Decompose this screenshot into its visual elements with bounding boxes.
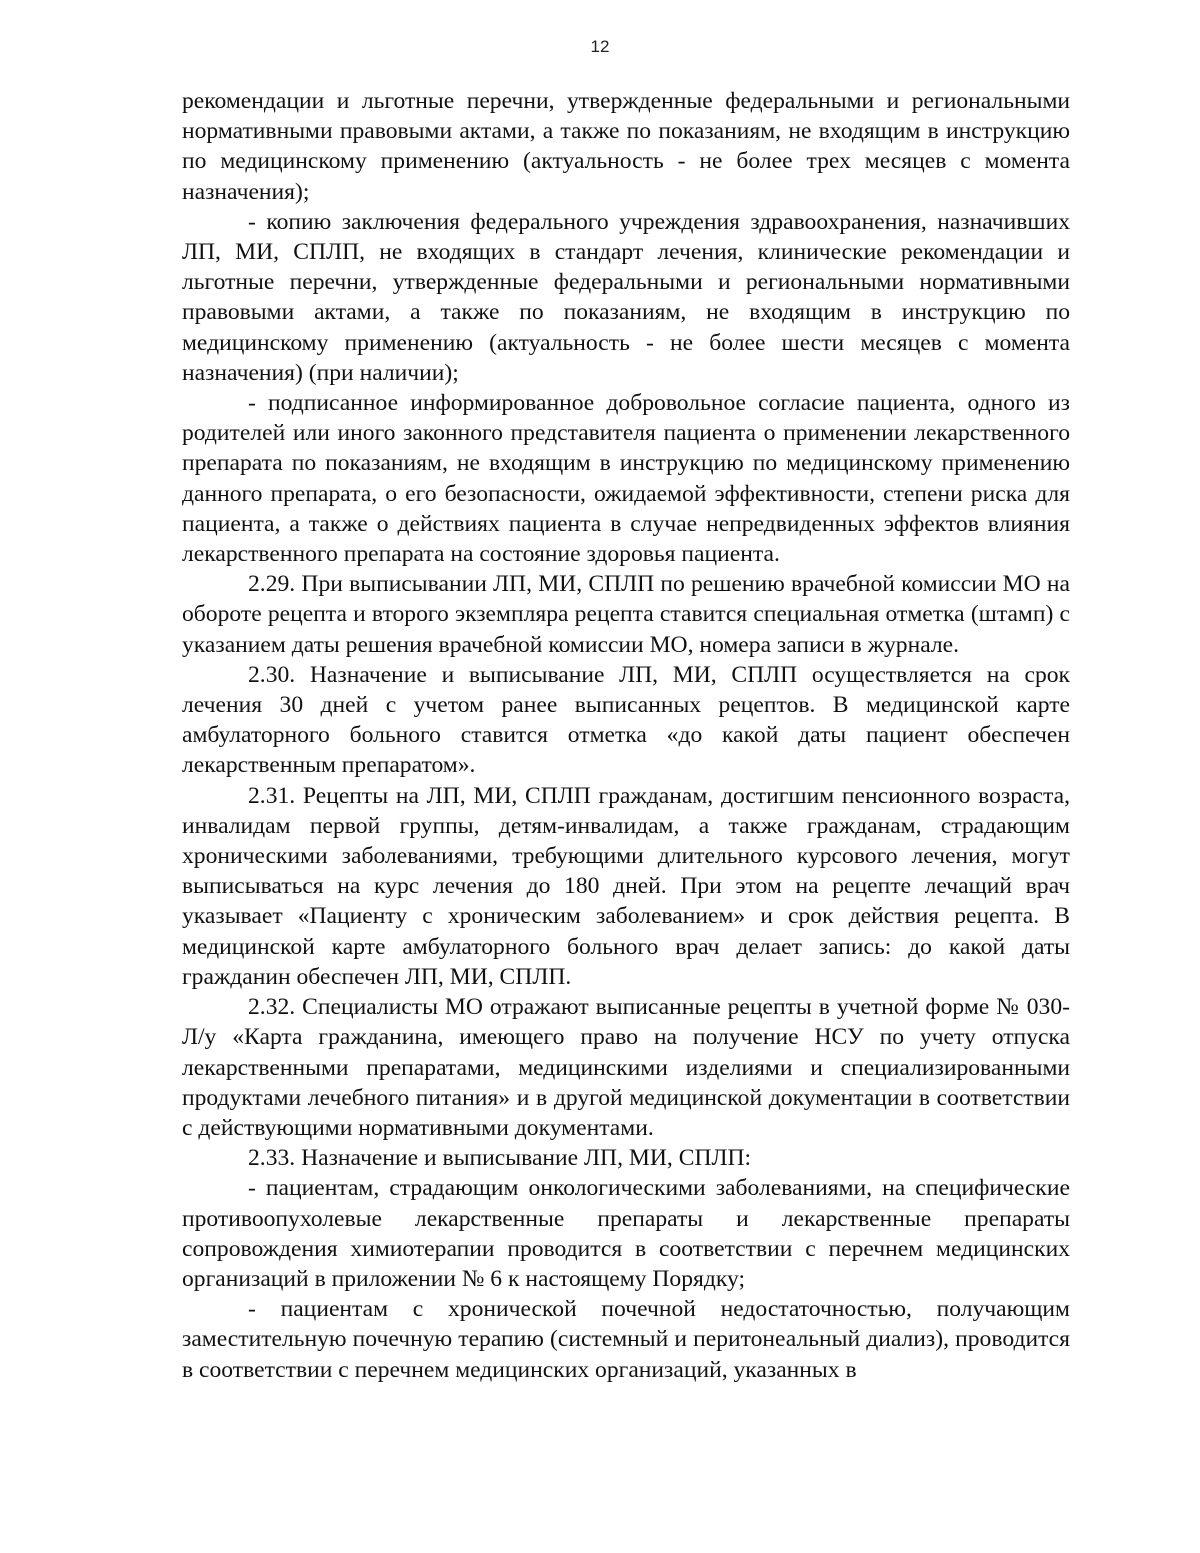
list-item-renal-failure: - пациентам с хронической почечной недостаточностью, получающим заместительную почечную терапию (системный и перитонеальный диализ), проводится в соответствии с перечнем медицинских организаций, указанных в (182, 1296, 1070, 1383)
paragraph-2-33: 2.33. Назначение и выписывание ЛП, МИ, СПЛП: (248, 1145, 752, 1172)
page-number: 12 (590, 37, 610, 56)
paragraph-2-29: 2.29. При выписывании ЛП, МИ, СПЛП по решению врачебной комиссии МО на обороте рецепта и второго экземпляра рецепта ставится специальная отметка (штамп) с указанием даты решения врачебной комиссии МО, номера записи в журнале. (182, 571, 1070, 658)
paragraph-continuation: рекомендации и льготные перечни, утвержденные федеральными и региональными нормативными правовыми актами, а также по показаниям, не входящим в инструкцию по медицинскому применению (актуальность - не более трех месяцев с момента назначения); (182, 88, 1070, 205)
list-item-oncology: - пациентам, страдающим онкологическими заболеваниями, на специфические противоопухолевые лекарственные препараты и лекарственные препараты сопровождения химиотерапии проводится в соответствии с перечнем медицинских организаций в приложении № 6 к настоящему Порядку; (182, 1175, 1070, 1292)
list-item-conclusion-copy: - копию заключения федерального учреждения здравоохранения, назначивших ЛП, МИ, СПЛП, не входящих в стандарт лечения, клинические рекомендации и льготные перечни, утвержденные федеральными и региональными нормативными правовыми актами, а также по показаниям, не входящим в инструкцию по медицинскому применению (актуальность - не более шести месяцев с момента назначения) (при наличии); (182, 208, 1070, 386)
paragraph-2-32: 2.32. Специалисты МО отражают выписанные рецепты в учетной форме № 030-Л/у «Карта гражданина, имеющего право на получение НСУ по учету отпуска лекарственными препаратами, медицинскими изделиями и специализированными продуктами лечебного питания» и в другой медицинской документации в соответствии с действующими нормативными документами. (182, 994, 1070, 1141)
list-item-informed-consent: - подписанное информированное добровольное согласие пациента, одного из родителей или иного законного представителя пациента о применении лекарственного препарата по показаниям, не входящим в инструкцию по медицинскому применению данного препарата, о его безопасности, ожидаемой эффективности, степени риска для пациента, а также о действиях пациента в случае непредвиденных эффектов влияния лекарственного препарата на состояние здоровья пациента. (182, 390, 1070, 568)
paragraph-2-31: 2.31. Рецепты на ЛП, МИ, СПЛП гражданам, достигшим пенсионного возраста, инвалидам первой группы, детям-инвалидам, а также гражданам, страдающим хроническими заболеваниями, требующими длительного курсового лечения, могут выписываться на курс лечения до 180 дней. При этом на рецепте лечащий врач указывает «Пациенту с хроническим заболеванием» и срок действия рецепта. В медицинской карте амбулаторного больного врач делает запись: до какой даты гражданин обеспечен ЛП, МИ, СПЛП. (182, 782, 1070, 990)
paragraph-2-30: 2.30. Назначение и выписывание ЛП, МИ, СПЛП осуществляется на срок лечения 30 дней с учетом ранее выписанных рецептов. В медицинской карте амбулаторного больного ставится отметка «до какой даты пациент обеспечен лекарственным препаратом». (182, 661, 1070, 779)
document-body (182, 86, 1070, 1385)
